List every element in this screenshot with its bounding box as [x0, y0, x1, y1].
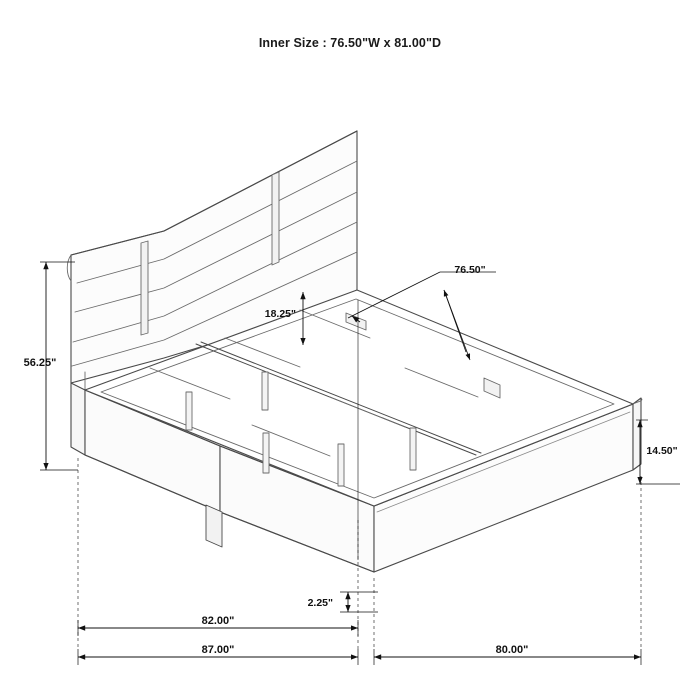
bed-illustration	[67, 131, 642, 572]
dim-clearance	[340, 592, 378, 612]
dim-label-overall-length: 87.00"	[201, 644, 235, 656]
dim-label-overall-width: 80.00"	[495, 644, 529, 656]
dim-label-clearance: 2.25"	[307, 597, 333, 609]
dim-label-footboard-height: 14.50"	[646, 445, 678, 457]
dim-label-headboard-panel: 18.25"	[264, 308, 296, 320]
dim-label-inner-width: 76.50"	[454, 264, 486, 276]
dim-label-height-overall: 56.25"	[23, 357, 57, 369]
dim-label-inner-length: 82.00"	[201, 615, 235, 627]
page-title: Inner Size : 76.50"W x 81.00"D	[258, 36, 442, 50]
